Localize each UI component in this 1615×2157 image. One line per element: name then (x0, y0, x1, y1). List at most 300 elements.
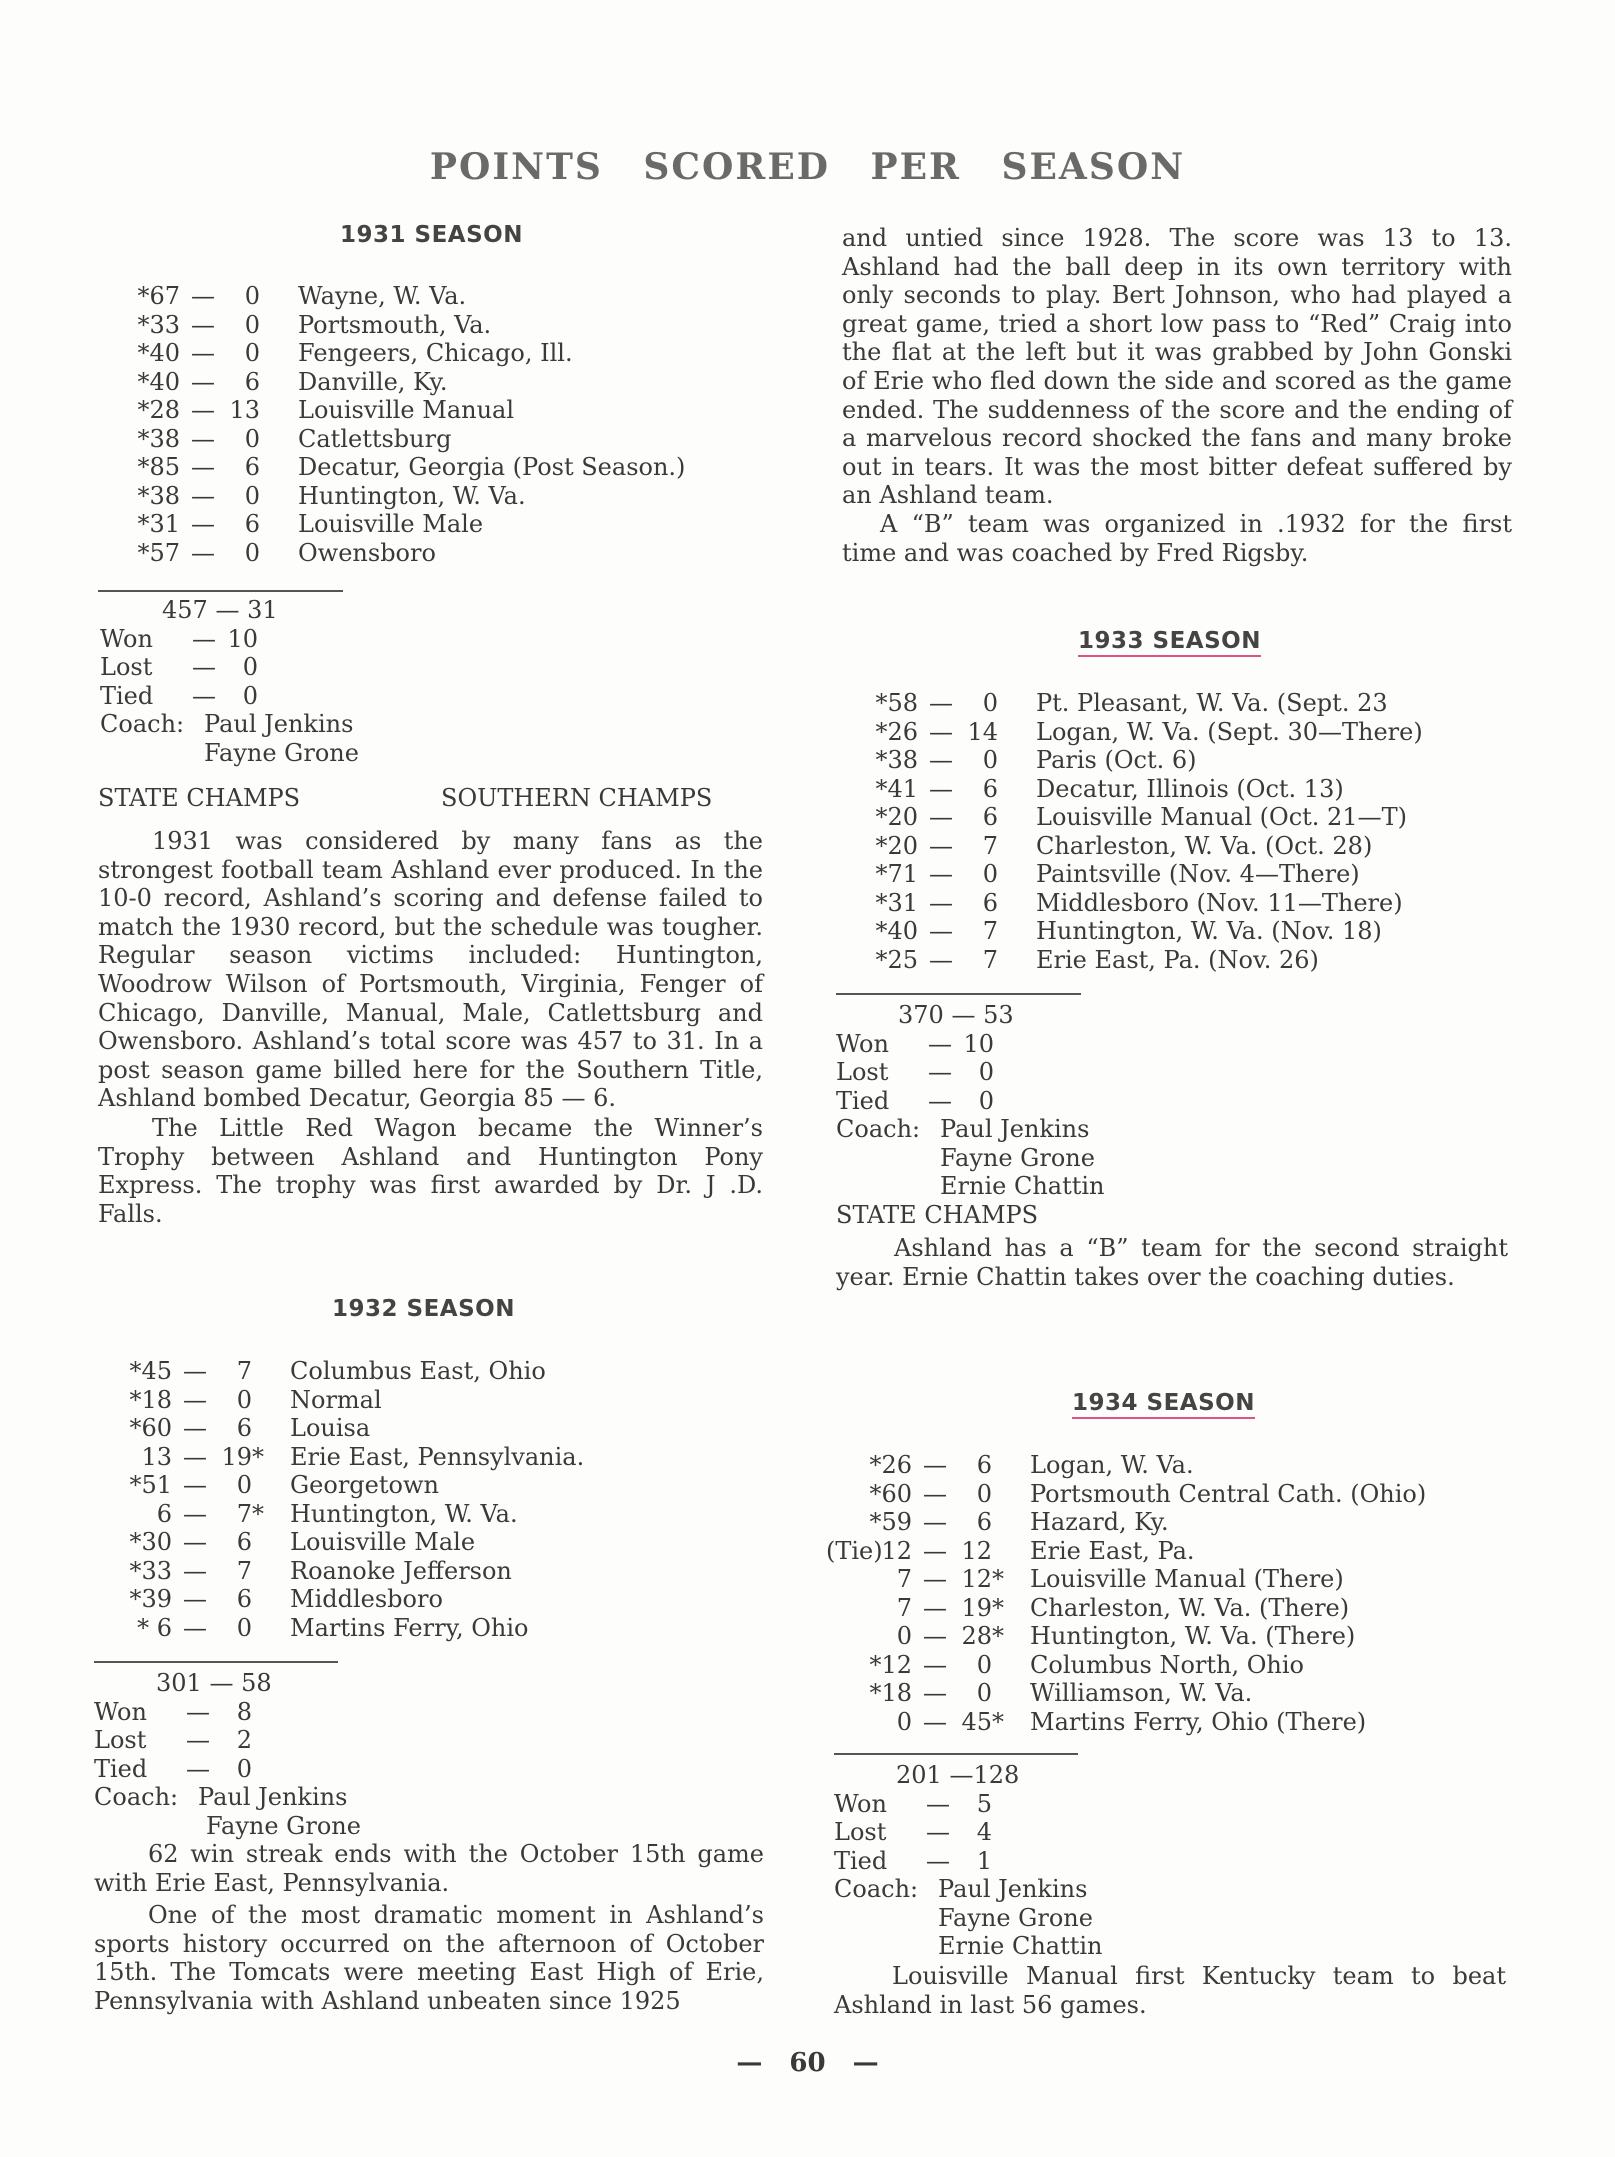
ashland-score: *38 (137, 424, 180, 453)
win-marker: * (992, 1565, 1004, 1593)
score-dash: — (923, 1707, 947, 1736)
coach-name: Fayne Grone (206, 1811, 361, 1840)
opponent-name: Paintsville (Nov. 4—There) (1036, 860, 1360, 888)
won-value: 10 (227, 624, 258, 653)
score-dash: — (923, 1508, 947, 1536)
opponent-name: Huntington, W. Va. (298, 481, 526, 510)
score-dash: — (191, 367, 215, 396)
coach-name: Ernie Chattin (938, 1932, 1103, 1960)
game-row (98, 368, 685, 397)
opponent-score: 0 (976, 1679, 992, 1707)
won-value: 10 (963, 1029, 994, 1058)
season-1932-games (90, 1357, 584, 1642)
opponent-name: Huntington, W. Va. (290, 1499, 518, 1528)
score-dash: — (191, 396, 215, 424)
dash: — (928, 1029, 952, 1058)
game-row (98, 510, 685, 539)
coach-label: Coach: (834, 1875, 919, 1903)
season-1933-total-rule (836, 993, 1081, 995)
opponent-score: 19 (221, 1442, 252, 1471)
paragraph: and untied since 1928. The score was 13 to 13. Ashland had the ball deep in its own territory with only seconds to play. Bert Johnson, who had played a great game, tried a short low pass to “Red” Craig into the flat at the left but it was grabbed by John Gonski of Erie who fled down the side and scored as the game ended. The suddenness of the score and the ending of a marvelous record shocked the fans and many broke out in tears. It was the most bitter defeat suffered by an Ashland team. (842, 224, 1512, 510)
opponent-name: Martins Ferry, Ohio (There) (1030, 1707, 1367, 1736)
game-row (90, 1386, 584, 1415)
tied-value: 0 (242, 681, 258, 710)
opponent-name: Portsmouth, Va. (298, 310, 492, 339)
score-dash: — (191, 310, 215, 339)
lost-row (834, 1818, 1103, 1847)
opponent-score: 0 (976, 1479, 992, 1508)
season-1931-games (98, 282, 685, 567)
opponent-name: Columbus North, Ohio (1030, 1650, 1305, 1679)
paragraph: Ashland has a “B” team for the second straight year. Ernie Chattin takes over the coaching duties. (836, 1234, 1508, 1291)
ashland-score: *40 (875, 917, 918, 945)
opponent-name: Louisville Manual (There) (1030, 1565, 1344, 1593)
game-row (90, 1500, 584, 1529)
won-row (834, 1790, 1103, 1819)
opponent-name: Owensboro (298, 538, 436, 567)
game-row (836, 946, 1423, 975)
coach-row (94, 1783, 361, 1812)
tied-row (94, 1755, 361, 1784)
ashland-score: *12 (869, 1650, 912, 1679)
dash: — (186, 1697, 210, 1726)
game-row (836, 718, 1423, 747)
opponent-name: Wayne, W. Va. (298, 282, 467, 310)
opponent-score: 28 (961, 1622, 992, 1650)
opponent-name: Georgetown (290, 1471, 439, 1499)
game-row (830, 1451, 1426, 1480)
opponent-score: 6 (236, 1585, 252, 1613)
opponent-name: Charleston, W. Va. (Oct. 28) (1036, 831, 1373, 860)
opponent-score: 6 (244, 453, 260, 481)
game-row (90, 1471, 584, 1500)
game-row (830, 1508, 1426, 1537)
opponent-score: 19 (961, 1593, 992, 1622)
ashland-score: 12 (881, 1536, 912, 1565)
season-1932-total-rule (94, 1661, 338, 1663)
score-dash: — (183, 1613, 207, 1642)
ashland-score: 0 (896, 1707, 912, 1736)
coach-label: Coach: (94, 1783, 179, 1811)
game-row (98, 311, 685, 340)
game-row (90, 1414, 584, 1443)
tied-label: Tied (94, 1754, 148, 1783)
opponent-name: Portsmouth Central Cath. (Ohio) (1030, 1479, 1427, 1508)
lost-label: Lost (100, 653, 153, 681)
season-1931-champs (98, 784, 712, 812)
ashland-score: *20 (875, 831, 918, 860)
opponent-score: 0 (244, 538, 260, 567)
season-1931-summary (100, 596, 359, 767)
tied-row (836, 1087, 1105, 1116)
won-label: Won (834, 1789, 887, 1818)
coach-name: Paul Jenkins (940, 1115, 1090, 1143)
won-row (100, 625, 359, 654)
opponent-score: 0 (236, 1613, 252, 1642)
opponent-score: 6 (236, 1414, 252, 1442)
dash: — (192, 653, 216, 681)
season-1931-heading: 1931 SEASON (340, 222, 523, 248)
game-row (830, 1708, 1426, 1737)
season-total: 370 — 53 (898, 1001, 1014, 1029)
tied-value: 0 (236, 1754, 252, 1783)
dash: — (926, 1846, 950, 1875)
coach-name: Ernie Chattin (940, 1172, 1105, 1200)
game-row (836, 832, 1423, 861)
opponent-score: 6 (976, 1451, 992, 1479)
coach-row (834, 1875, 1103, 1904)
opponent-score: 7 (236, 1357, 252, 1385)
game-row (830, 1565, 1426, 1594)
score-dash: — (929, 717, 953, 746)
paragraph: A “B” team was organized in .1932 for the first time and was coached by Fred Rigsby. (842, 509, 1512, 567)
tied-label: Tied (834, 1846, 888, 1875)
coach-row (100, 710, 359, 739)
page-title: POINTS SCORED PER SEASON (429, 146, 1186, 188)
season-1933-heading: 1933 SEASON (1078, 628, 1261, 657)
game-row (836, 775, 1423, 804)
ashland-score: *59 (869, 1508, 912, 1536)
season-1934-narrative (834, 1962, 1506, 2019)
game-row (830, 1480, 1426, 1509)
game-row (90, 1557, 584, 1586)
opponent-name: Huntington, W. Va. (There) (1030, 1622, 1356, 1650)
page-number-dash-left: — (736, 2048, 763, 2078)
game-row (98, 425, 685, 454)
ashland-score: *25 (875, 945, 918, 974)
season-1934-total-rule (834, 1753, 1078, 1755)
lost-row (100, 653, 359, 682)
score-dash: — (929, 917, 953, 945)
opponent-name: Williamson, W. Va. (1030, 1679, 1253, 1707)
opponent-score: 12 (961, 1565, 992, 1593)
won-value: 5 (976, 1789, 992, 1818)
lost-label: Lost (94, 1726, 147, 1754)
coach-row (836, 1115, 1105, 1144)
season-1932-summary (94, 1669, 361, 1840)
game-row (90, 1585, 584, 1614)
opponent-name: Middlesboro (Nov. 11—There) (1036, 888, 1403, 917)
score-dash: — (929, 945, 953, 974)
tied-label: Tied (100, 681, 154, 710)
opponent-score: 0 (244, 339, 260, 367)
coach-name: Fayne Grone (940, 1143, 1095, 1172)
score-dash: — (183, 1499, 207, 1528)
dash: — (192, 681, 216, 710)
opponent-score: 6 (976, 1508, 992, 1536)
state-champs-label: STATE CHAMPS (836, 1200, 1039, 1229)
opponent-name: Decatur, Illinois (Oct. 13) (1036, 774, 1344, 803)
game-row (830, 1679, 1426, 1708)
won-label: Won (100, 624, 153, 653)
ashland-score: *30 (129, 1528, 172, 1556)
game-row (98, 539, 685, 568)
season-total: 201 —128 (896, 1761, 1020, 1789)
ashland-score: *33 (129, 1556, 172, 1585)
lost-value: 4 (976, 1818, 992, 1846)
score-dash: — (191, 339, 215, 367)
coach-name: Fayne Grone (938, 1903, 1093, 1932)
paragraph: 1931 was considered by many fans as the strongest football team Ashland ever produced. In the 10-0 record, Ashland’s scoring and defense failed to match the 1930 record, but the schedule was tougher. Regular season victims included: Huntington, Woodrow Wilson of Portsmouth, Virginia, Fenger of Chicago, Danville, Manual, Male, Catlettsburg and Owensboro. Ashland’s total score was 457 to 31. In a post season game billed here for the Southern Title, Ashland bombed Decatur, Georgia 85 — 6. (98, 827, 763, 1113)
won-label: Won (94, 1697, 147, 1726)
opponent-name: Paris (Oct. 6) (1036, 746, 1197, 774)
tied-row (834, 1847, 1103, 1876)
lost-value: 0 (242, 653, 258, 681)
win-marker: * (252, 1499, 264, 1528)
season-1931-narrative (98, 827, 763, 1228)
ashland-score: 7 (896, 1565, 912, 1593)
game-row (836, 689, 1423, 718)
ashland-score: *31 (137, 510, 180, 538)
score-dash: — (929, 860, 953, 888)
coach-label: Coach: (100, 710, 185, 738)
opponent-score: 12 (961, 1536, 992, 1565)
southern-champs-label: SOUTHERN CHAMPS (441, 784, 713, 812)
ashland-score: *20 (875, 803, 918, 831)
opponent-score: 0 (976, 1650, 992, 1679)
season-1933-games (836, 689, 1423, 974)
score-dash: — (923, 1536, 947, 1565)
opponent-name: Charleston, W. Va. (There) (1030, 1593, 1350, 1622)
opponent-score: 6 (236, 1528, 252, 1556)
ashland-score: *26 (875, 717, 918, 746)
opponent-name: Louisa (290, 1414, 371, 1442)
opponent-score: 0 (244, 310, 260, 339)
ashland-score: *33 (137, 310, 180, 339)
won-row (836, 1030, 1105, 1059)
score-dash: — (183, 1385, 207, 1414)
ashland-score: *85 (137, 453, 180, 481)
season-1933-narrative (836, 1234, 1508, 1291)
ashland-score: *28 (137, 396, 180, 424)
ashland-score: *45 (129, 1357, 172, 1385)
ashland-score: *57 (137, 538, 180, 567)
opponent-name: Louisville Manual (298, 396, 515, 424)
score-dash: — (191, 282, 215, 310)
opponent-score: 0 (244, 424, 260, 453)
score-dash: — (923, 1622, 947, 1650)
won-label: Won (836, 1029, 889, 1058)
ashland-score: 7 (896, 1593, 912, 1622)
ashland-score: 0 (896, 1622, 912, 1650)
ashland-score: 6 (156, 1499, 172, 1528)
win-marker: * (992, 1593, 1004, 1622)
ashland-score: *67 (137, 282, 180, 310)
score-dash: — (191, 453, 215, 481)
coach-name: Paul Jenkins (204, 710, 354, 738)
opponent-score: 0 (236, 1471, 252, 1499)
won-value: 8 (236, 1697, 252, 1726)
opponent-name: Roanoke Jefferson (290, 1556, 512, 1585)
opponent-name: Erie East, Pennsylvania. (290, 1442, 585, 1471)
game-row (836, 917, 1423, 946)
score-dash: — (929, 803, 953, 831)
season-1933-summary (836, 1001, 1105, 1229)
opponent-name: Middlesboro (290, 1585, 443, 1613)
page-number (0, 2048, 1615, 2078)
season-1934-summary (834, 1761, 1103, 1961)
lost-value: 2 (236, 1726, 252, 1754)
score-dash: — (923, 1479, 947, 1508)
page-number-value: 60 (789, 2048, 826, 2078)
ashland-score: *31 (875, 888, 918, 917)
score-dash: — (183, 1528, 207, 1556)
lost-row (94, 1726, 361, 1755)
opponent-score: 0 (982, 860, 998, 888)
paragraph: One of the most dramatic moment in Ashland’s sports history occurred on the afternoon of October 15th. The Tomcats were meeting East High of Erie, Pennsylvania with Ashland unbeaten since 1925 (94, 1901, 764, 2015)
ashland-score: 13 (141, 1442, 172, 1471)
tied-value: 1 (976, 1846, 992, 1875)
game-row (90, 1357, 584, 1386)
score-dash: — (929, 774, 953, 803)
opponent-score: 14 (967, 717, 998, 746)
game-row (98, 482, 685, 511)
coach-name: Fayne Grone (204, 738, 359, 767)
season-total: 457 — 31 (162, 596, 278, 624)
paragraph: 62 win streak ends with the October 15th game with Erie East, Pennsylvania. (94, 1840, 764, 1897)
opponent-name: Danville, Ky. (298, 367, 448, 396)
score-dash: — (183, 1414, 207, 1442)
score-dash: — (923, 1650, 947, 1679)
score-dash: — (183, 1585, 207, 1613)
won-row (94, 1698, 361, 1727)
ashland-score: *71 (875, 860, 918, 888)
opponent-name: Pt. Pleasant, W. Va. (Sept. 23 (1036, 689, 1388, 717)
dash: — (928, 1058, 952, 1086)
game-row (90, 1528, 584, 1557)
game-row (830, 1594, 1426, 1623)
opponent-score: 45 (961, 1707, 992, 1736)
tied-value: 0 (978, 1086, 994, 1115)
score-dash: — (929, 888, 953, 917)
opponent-score: 0 (236, 1385, 252, 1414)
opponent-name: Catlettsburg (298, 424, 452, 453)
ashland-score: *60 (129, 1414, 172, 1442)
dash: — (186, 1754, 210, 1783)
opponent-score: 6 (244, 510, 260, 538)
coach-label: Coach: (836, 1115, 921, 1143)
opponent-score: 0 (982, 746, 998, 774)
opponent-score: 6 (982, 888, 998, 917)
score-dash: — (923, 1451, 947, 1479)
opponent-name: Erie East, Pa. (Nov. 26) (1036, 945, 1319, 974)
ashland-score: *51 (129, 1471, 172, 1499)
opponent-score: 7 (236, 1499, 252, 1528)
season-1932-heading: 1932 SEASON (332, 1296, 515, 1322)
opponent-score: 6 (244, 367, 260, 396)
score-dash: — (929, 689, 953, 717)
opponent-name: Martins Ferry, Ohio (290, 1613, 529, 1642)
score-dash: — (191, 538, 215, 567)
game-row (836, 889, 1423, 918)
ashland-score: *40 (137, 367, 180, 396)
opponent-name: Hazard, Ky. (1030, 1508, 1169, 1536)
lost-value: 0 (978, 1058, 994, 1086)
opponent-score: 0 (244, 481, 260, 510)
opponent-name: Decatur, Georgia (Post Season.) (298, 453, 686, 481)
win-marker: * (992, 1707, 1004, 1736)
game-row (98, 339, 685, 368)
tied-row (100, 682, 359, 711)
dash: — (192, 624, 216, 653)
coach-name: Paul Jenkins (938, 1875, 1088, 1903)
ashland-score: *39 (129, 1585, 172, 1613)
opponent-score: 7 (982, 945, 998, 974)
win-marker: * (252, 1442, 264, 1471)
score-dash: — (923, 1565, 947, 1593)
opponent-name: Huntington, W. Va. (Nov. 18) (1036, 917, 1382, 945)
tied-label: Tied (836, 1086, 890, 1115)
opponent-score: 6 (982, 803, 998, 831)
score-dash: — (191, 510, 215, 538)
season-1934-heading: 1934 SEASON (1072, 1390, 1255, 1419)
game-row (98, 282, 685, 311)
ashland-score: *41 (875, 774, 918, 803)
opponent-score: 7 (982, 831, 998, 860)
ashland-score: *58 (875, 689, 918, 717)
score-dash: — (183, 1442, 207, 1471)
season-1932-narrative-continued (842, 224, 1512, 567)
score-dash: — (929, 746, 953, 774)
opponent-score: 13 (229, 396, 260, 424)
game-row (830, 1622, 1426, 1651)
game-row (90, 1614, 584, 1643)
opponent-name: Normal (290, 1385, 382, 1414)
game-row (90, 1443, 584, 1472)
opponent-name: Logan, W. Va. (1030, 1451, 1194, 1479)
lost-row (836, 1058, 1105, 1087)
season-1931-total-rule (98, 590, 343, 592)
opponent-score: 7 (982, 917, 998, 945)
opponent-score: 7 (236, 1556, 252, 1585)
dash: — (928, 1086, 952, 1115)
score-dash: — (929, 831, 953, 860)
lost-label: Lost (834, 1818, 887, 1846)
ashland-score: *18 (129, 1385, 172, 1414)
lost-label: Lost (836, 1058, 889, 1086)
opponent-score: 6 (982, 774, 998, 803)
opponent-name: Fengeers, Chicago, Ill. (298, 339, 573, 367)
page-number-dash-right: — (852, 2048, 879, 2078)
ashland-score: *38 (875, 746, 918, 774)
dash: — (186, 1726, 210, 1754)
ashland-score: * 6 (137, 1613, 172, 1642)
dash: — (926, 1818, 950, 1846)
opponent-name: Logan, W. Va. (Sept. 30—There) (1036, 717, 1423, 746)
tie-marker: (Tie) (826, 1536, 883, 1565)
game-row (830, 1651, 1426, 1680)
game-row (826, 1536, 1426, 1566)
opponent-name: Erie East, Pa. (1030, 1536, 1195, 1565)
score-dash: — (923, 1593, 947, 1622)
coach-name: Paul Jenkins (198, 1783, 348, 1811)
score-dash: — (183, 1357, 207, 1385)
opponent-score: 0 (244, 282, 260, 310)
paragraph: Louisville Manual first Kentucky team to beat Ashland in last 56 games. (834, 1962, 1506, 2019)
win-marker: * (992, 1622, 1004, 1650)
score-dash: — (183, 1556, 207, 1585)
score-dash: — (183, 1471, 207, 1499)
game-row (836, 746, 1423, 775)
game-row (98, 396, 685, 425)
state-champs-label: STATE CHAMPS (98, 784, 301, 812)
opponent-name: Louisville Male (290, 1528, 476, 1556)
ashland-score: *40 (137, 339, 180, 367)
opponent-name: Louisville Male (298, 510, 484, 538)
ashland-score: *18 (869, 1679, 912, 1707)
dash: — (926, 1789, 950, 1818)
season-1932-narrative (94, 1840, 764, 2016)
